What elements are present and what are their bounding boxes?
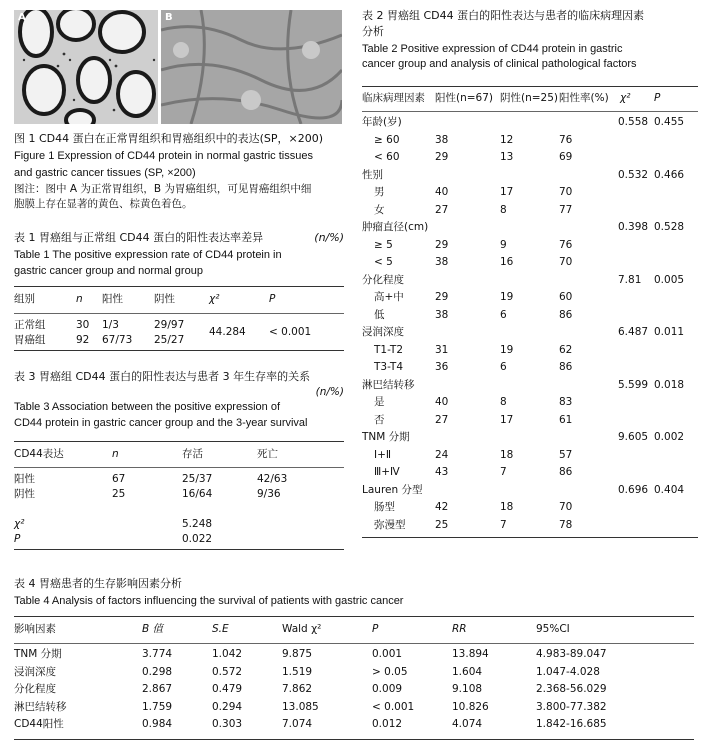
header-cell: 95%CI xyxy=(536,623,570,635)
table-cell: 86 xyxy=(559,466,573,478)
table-cell: 高+中 xyxy=(374,291,404,303)
table-cell: 70 xyxy=(559,501,573,513)
table-cell: 4.983-89.047 xyxy=(536,648,607,660)
table-cell: T3-T4 xyxy=(374,361,404,373)
table-cell: 0.479 xyxy=(212,683,243,695)
table-cell: 胃癌组 xyxy=(14,333,46,346)
header-cell: CD44表达 xyxy=(14,447,64,460)
table-row xyxy=(14,683,694,700)
table-cell: 25/37 xyxy=(182,472,213,485)
table-cell: 否 xyxy=(374,413,385,426)
table-cell: 38 xyxy=(435,308,449,321)
table-1-caption xyxy=(14,231,344,278)
header-cell: 阴性 xyxy=(154,292,175,305)
table-cell: 29 xyxy=(435,291,449,303)
table-cell: 69 xyxy=(559,151,573,163)
table-cell: < 5 xyxy=(374,256,393,268)
table-2-title-en-2: cancer group and analysis of clinical pathological factors xyxy=(362,58,637,71)
header-cell: P xyxy=(269,292,276,305)
table-row xyxy=(362,239,698,257)
table-cell: 25/27 xyxy=(154,333,185,346)
table-cell: 25 xyxy=(112,487,126,500)
table-cell: 92 xyxy=(76,333,90,346)
table-cell: 67/73 xyxy=(102,333,133,346)
table-cell: 2.368-56.029 xyxy=(536,683,607,695)
chi2-value: 6.487 xyxy=(618,326,649,338)
cancer-tissue-image xyxy=(161,10,342,124)
table-row xyxy=(362,204,698,222)
chi2-value: 7.81 xyxy=(618,273,642,286)
group-label: 分化程度 xyxy=(362,273,404,286)
table-3-caption xyxy=(14,370,344,430)
header-cell: Wald χ² xyxy=(282,623,322,635)
table-3 xyxy=(14,447,278,462)
table-cell: 阳性 xyxy=(14,472,35,485)
table-cell: 肠型 xyxy=(374,501,395,513)
table-row xyxy=(14,472,287,487)
table-cell: 8 xyxy=(500,203,507,216)
table-cell: 29 xyxy=(435,151,449,163)
table-cell: 1.047-4.028 xyxy=(536,665,600,678)
table-cell: 0.303 xyxy=(212,718,243,730)
figure-caption-en-2: and gastric cancer tissues (SP, ×200) xyxy=(14,166,196,179)
table-cell: 0.294 xyxy=(212,700,243,713)
table-cell: 0.572 xyxy=(212,665,243,678)
table-cell: 0.009 xyxy=(372,683,403,695)
header-cell: 组别 xyxy=(14,292,35,305)
table-cell: 40 xyxy=(435,186,449,198)
table-cell: 正常组 xyxy=(14,318,46,331)
group-header-row xyxy=(362,484,698,502)
table-1-title-cn xyxy=(14,231,344,245)
panel-b-label: B xyxy=(165,12,173,23)
table-cell: 38 xyxy=(435,256,449,268)
table-cell: 83 xyxy=(559,396,573,408)
table-cell: 17 xyxy=(500,413,514,426)
stat-label: χ² xyxy=(14,517,25,530)
table-row xyxy=(14,487,287,502)
table-cell: 57 xyxy=(559,448,573,461)
table-cell: 是 xyxy=(374,396,385,408)
table-cell: 9 xyxy=(500,238,507,251)
table-cell: 42/63 xyxy=(257,472,288,485)
stat-label: P xyxy=(14,532,21,545)
table-row xyxy=(362,309,698,327)
table-1 xyxy=(14,292,275,307)
header-cell: 临床病理因素 xyxy=(362,92,425,104)
header-cell: χ² xyxy=(620,92,631,104)
p-value: 0.005 xyxy=(654,273,685,286)
figure-caption-en-1: Figure 1 Expression of CD44 protein in normal gastric tissues xyxy=(14,149,313,162)
table-cell: 0.001 xyxy=(372,648,403,660)
table-cell: 38 xyxy=(435,133,449,146)
stat-value: 5.248 xyxy=(182,517,213,530)
table-cell: ≥ 60 xyxy=(374,133,400,146)
figure-note-1: 图注：图中 A 为正常胃组织，B 为胃癌组织，可见胃癌组织中细 xyxy=(14,183,312,196)
chi2-value: 0.532 xyxy=(618,168,649,181)
table-4-title-cn: 表 4 胃癌患者的生存影响因素分析 xyxy=(14,577,182,590)
table-cell: 1.042 xyxy=(212,648,243,660)
table-cell: 86 xyxy=(559,361,573,373)
table-cell: 男 xyxy=(374,186,385,198)
header-cell: 影响因素 xyxy=(14,623,56,635)
header-cell: RR xyxy=(452,623,467,635)
p-value: 0.404 xyxy=(654,483,685,496)
table-3-title-en-2: CD44 protein in gastric cancer group and the 3-year survival xyxy=(14,416,308,429)
chi2-value: 0.558 xyxy=(618,116,649,128)
table-cell: 36 xyxy=(435,361,449,373)
table-cell: 13.894 xyxy=(452,648,489,660)
table-3-title-en-1: Table 3 Association between the positive expression of xyxy=(14,400,280,413)
table-cell: 27 xyxy=(435,203,449,216)
table-cell: 78 xyxy=(559,518,573,531)
table-cell: 19 xyxy=(500,291,514,303)
chi2-value: 9.605 xyxy=(618,431,649,443)
table-cell: 6 xyxy=(500,361,507,373)
table-1-chi2-value: 44.284 xyxy=(209,326,246,338)
table-cell: 13 xyxy=(500,151,514,163)
table-cell: 4.074 xyxy=(452,718,483,730)
group-label: 浸润深度 xyxy=(362,326,404,338)
table-4-caption xyxy=(14,577,403,609)
table-cell: 3.800-77.382 xyxy=(536,700,607,713)
table-cell: 70 xyxy=(559,186,573,198)
group-header-row xyxy=(362,274,698,292)
group-header-row xyxy=(362,379,698,397)
table-cell: < 0.001 xyxy=(372,700,415,713)
header-cell: n xyxy=(76,292,83,305)
group-header-row xyxy=(362,169,698,187)
table-cell: 31 xyxy=(435,343,449,356)
table-cell: 3.774 xyxy=(142,648,173,660)
stat-value: 0.022 xyxy=(182,532,213,545)
table-cell: 1.604 xyxy=(452,665,483,678)
group-label: 年龄(岁) xyxy=(362,116,402,128)
table-row xyxy=(14,532,287,547)
table-3-title-unit: (n/%) xyxy=(315,385,344,398)
table-row xyxy=(14,666,694,683)
table-cell: 60 xyxy=(559,291,573,303)
table-cell: 17 xyxy=(500,186,514,198)
chi2-value: 5.599 xyxy=(618,378,649,391)
table-2-title-cn-2: 分析 xyxy=(362,24,384,38)
table-1-title-cn-text: 表 1 胃癌组与正常组 CD44 蛋白的阳性表达率差异 xyxy=(14,231,264,244)
table-cell: 2.867 xyxy=(142,683,173,695)
group-label: 淋巴结转移 xyxy=(362,378,415,391)
normal-tissue-image xyxy=(14,10,158,124)
table-cell: 76 xyxy=(559,133,573,146)
table-row xyxy=(14,318,209,333)
header-cell: 阴性(n=25) xyxy=(500,92,559,104)
table-cell: 70 xyxy=(559,256,573,268)
table-row xyxy=(14,718,694,735)
table-cell: 16 xyxy=(500,256,514,268)
table-cell: 8 xyxy=(500,396,507,408)
group-label: 性别 xyxy=(362,168,383,181)
group-header-row xyxy=(362,116,698,134)
table-cell: TNM 分期 xyxy=(14,648,62,660)
table-cell: 0.984 xyxy=(142,718,173,730)
table-cell: 10.826 xyxy=(452,700,489,713)
panel-a-label: A xyxy=(18,12,26,23)
table-cell: 42 xyxy=(435,501,449,513)
table-cell: 77 xyxy=(559,203,573,216)
table-cell: 1.842-16.685 xyxy=(536,718,607,730)
table-cell: 分化程度 xyxy=(14,683,56,695)
header-cell: S.E xyxy=(212,623,229,635)
group-label: 肿瘤直径(cm) xyxy=(362,221,429,233)
table-row xyxy=(362,361,698,379)
table-cell: 9.108 xyxy=(452,683,483,695)
header-cell: 死亡 xyxy=(257,447,278,460)
header-cell: n xyxy=(112,447,119,460)
table-cell: T1-T2 xyxy=(374,343,404,356)
table-cell: 76 xyxy=(559,238,573,251)
table-cell: 1.519 xyxy=(282,665,313,678)
table-cell: 0.012 xyxy=(372,718,403,730)
micrograph-cancer-tissue xyxy=(161,10,342,124)
figure-1-caption xyxy=(14,132,323,212)
group-header-row xyxy=(362,326,698,344)
table-cell: 1.759 xyxy=(142,700,173,713)
table-cell: 7.862 xyxy=(282,683,313,695)
table-cell: 62 xyxy=(559,343,573,356)
header-cell: 阳性 xyxy=(102,292,123,305)
table-cell: 25 xyxy=(435,518,449,531)
micrograph-normal-tissue xyxy=(14,10,158,124)
table-row xyxy=(362,134,698,152)
table-row xyxy=(362,414,698,432)
table-row xyxy=(362,151,698,169)
table-row xyxy=(14,333,209,348)
p-value: 0.466 xyxy=(654,168,685,181)
table-cell: 7 xyxy=(500,518,507,531)
table-2-title-cn-1: 表 2 胃癌组 CD44 蛋白的阳性表达与患者的临床病理因素 xyxy=(362,9,645,22)
table-cell: 27 xyxy=(435,413,449,426)
table-row xyxy=(362,256,698,274)
table-row xyxy=(362,396,698,414)
table-row xyxy=(362,291,698,309)
table-cell: 43 xyxy=(435,466,449,478)
table-2-caption xyxy=(362,9,698,72)
table-cell: 低 xyxy=(374,308,385,321)
table-3-body xyxy=(14,472,287,547)
table-cell: 18 xyxy=(500,501,514,513)
table-4-header xyxy=(14,623,694,638)
group-header-row xyxy=(362,431,698,449)
table-cell: < 60 xyxy=(374,151,400,163)
table-cell: CD44阳性 xyxy=(14,718,64,730)
table-cell: 1/3 xyxy=(102,318,119,331)
table-1-title-en-2: gastric cancer group and normal group xyxy=(14,264,203,277)
group-label: TNM 分期 xyxy=(362,431,410,443)
header-cell: P xyxy=(654,92,661,104)
table-cell: 女 xyxy=(374,203,385,216)
p-value: 0.455 xyxy=(654,116,685,128)
table-cell: 86 xyxy=(559,308,573,321)
table-cell: 0.298 xyxy=(142,665,173,678)
chi2-value: 0.398 xyxy=(618,221,649,233)
table-row xyxy=(362,466,698,484)
figure-note-2: 胞膜上存在显著的黄色、棕黄色着色。 xyxy=(14,198,193,211)
table-cell: 29/97 xyxy=(154,318,185,331)
table-1-title-en-1: Table 1 The positive expression rate of CD44 protein in xyxy=(14,248,282,261)
table-cell: 12 xyxy=(500,133,514,146)
table-cell: 61 xyxy=(559,413,573,426)
p-value: 0.002 xyxy=(654,431,685,443)
table-cell: 67 xyxy=(112,472,126,485)
header-cell: P xyxy=(372,623,379,635)
table-1-header xyxy=(14,292,275,307)
table-row xyxy=(14,517,287,532)
table-cell: 24 xyxy=(435,448,449,461)
table-3-title-cn: 表 3 胃癌组 CD44 蛋白的阳性表达与患者 3 年生存率的关系 xyxy=(14,370,311,383)
table-cell: 13.085 xyxy=(282,700,319,713)
header-cell: 阳性率(%) xyxy=(559,92,609,104)
figure-caption-cn: 图 1 CD44 蛋白在正常胃组织和胃癌组织中的表达(SP，×200) xyxy=(14,132,324,145)
table-cell: ≥ 5 xyxy=(374,238,393,251)
p-value: 0.528 xyxy=(654,221,685,233)
table-cell: 29 xyxy=(435,238,449,251)
table-cell: 30 xyxy=(76,318,90,331)
table-cell: 弥漫型 xyxy=(374,518,406,531)
header-cell: B 值 xyxy=(142,623,164,635)
table-cell: 淋巴结转移 xyxy=(14,700,67,713)
table-cell: 浸润深度 xyxy=(14,665,56,678)
table-row xyxy=(362,501,698,519)
chi2-value: 0.696 xyxy=(618,483,649,496)
table-cell: 18 xyxy=(500,448,514,461)
figure-1 xyxy=(14,10,342,124)
table-row xyxy=(362,449,698,467)
table-1-title-unit: (n/%) xyxy=(314,231,344,244)
table-cell: 16/64 xyxy=(182,487,213,500)
table-cell: 7.074 xyxy=(282,718,313,730)
group-header-row xyxy=(362,221,698,239)
p-value: 0.011 xyxy=(654,326,685,338)
table-3-header xyxy=(14,447,278,462)
table-cell: Ⅰ+Ⅱ xyxy=(374,448,392,461)
table-row xyxy=(14,648,694,665)
table-row xyxy=(14,701,694,718)
table-cell: 7 xyxy=(500,466,507,478)
table-cell: Ⅲ+Ⅳ xyxy=(374,466,400,478)
table-cell: 9.875 xyxy=(282,648,313,660)
table-cell: 40 xyxy=(435,396,449,408)
header-cell: 阳性(n=67) xyxy=(435,92,494,104)
header-cell: χ² xyxy=(209,292,220,305)
table-1-body xyxy=(14,318,209,348)
table-4-title-en: Table 4 Analysis of factors influencing the survival of patients with gastric cancer xyxy=(14,594,404,607)
table-1-p-value: < 0.001 xyxy=(269,326,312,338)
table-cell: 阴性 xyxy=(14,487,35,500)
header-cell: 存活 xyxy=(182,447,203,460)
p-value: 0.018 xyxy=(654,378,685,391)
table-2-title-en-1: Table 2 Positive expression of CD44 protein in gastric xyxy=(362,42,623,55)
table-row xyxy=(362,519,698,537)
table-row xyxy=(362,186,698,204)
table-cell: > 0.05 xyxy=(372,665,408,678)
table-cell: 9/36 xyxy=(257,487,281,500)
table-cell: 19 xyxy=(500,343,514,356)
table-cell: 6 xyxy=(500,308,507,321)
group-label: Lauren 分型 xyxy=(362,483,423,496)
table-row xyxy=(362,344,698,362)
